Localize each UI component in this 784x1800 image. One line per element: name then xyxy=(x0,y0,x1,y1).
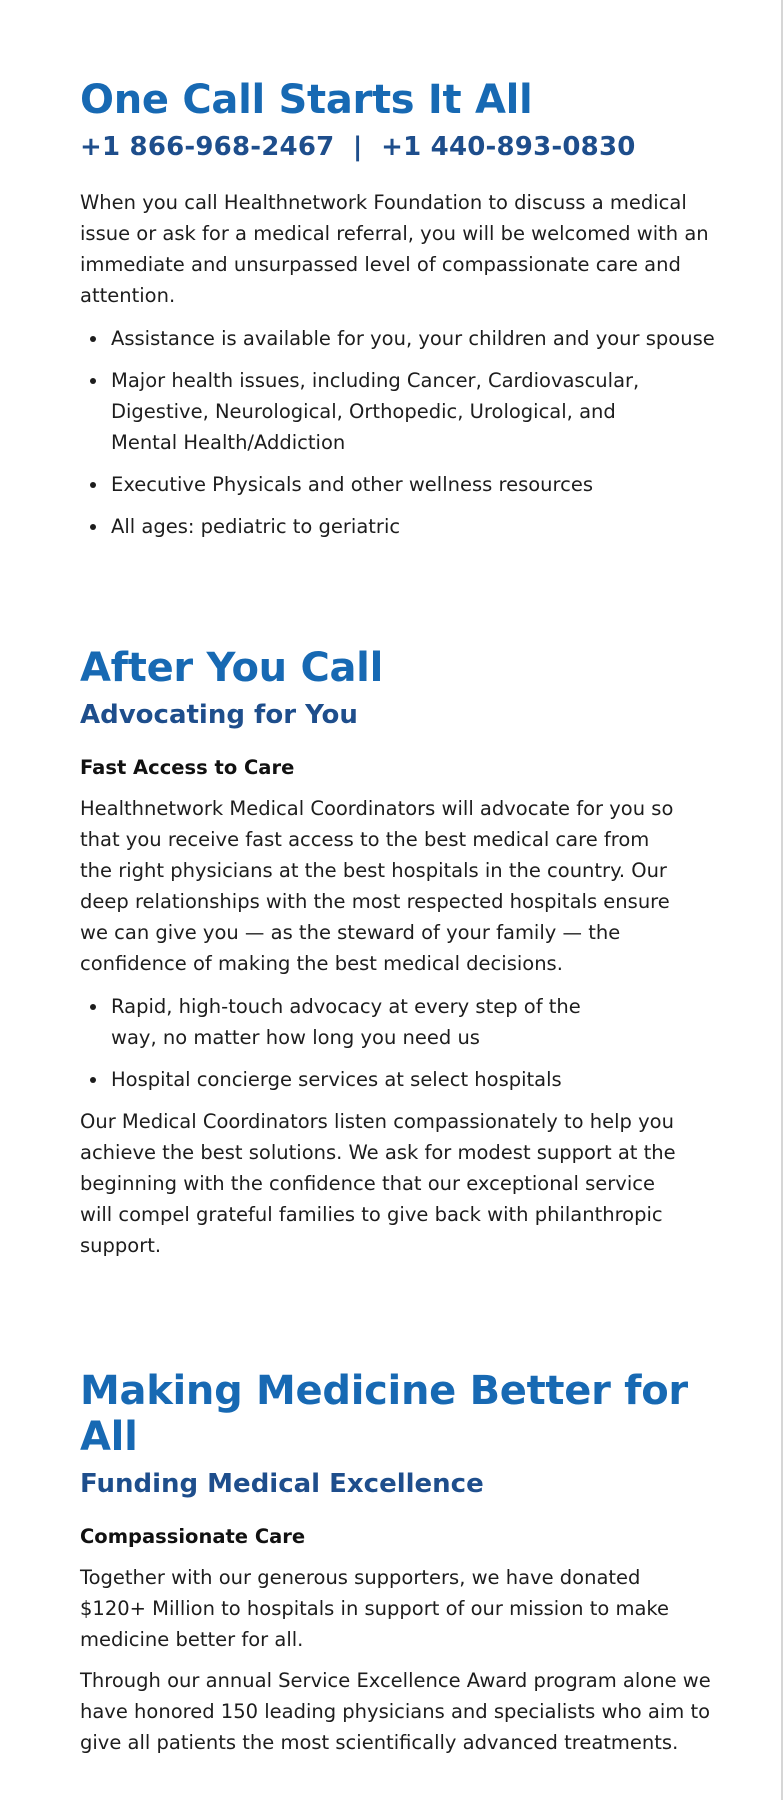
paragraph: Through our annual Service Excellence Award program alone we have honored 150 leading physicians and specialists who aim to give all patients the most scientifically advanced treatments. xyxy=(80,1669,711,1754)
list-item: Executive Physicals and other wellness resources xyxy=(80,469,720,500)
section-after-you-call xyxy=(80,645,720,1261)
section-title: One Call Starts It All xyxy=(80,77,533,123)
list-item: Assistance is available for you, your children and your spouse xyxy=(80,323,720,354)
section-subtitle: Advocating for You xyxy=(80,700,358,730)
section-heading: Fast Access to Care xyxy=(80,756,295,779)
section-subtitle: Funding Medical Excellence xyxy=(80,1469,484,1499)
paragraph: Together with our generous supporters, we have donated $120+ Million to hospitals in support of our mission to make medicine better for all. xyxy=(80,1566,670,1651)
paragraph: Healthnetwork Medical Coordinators will advocate for you so that you receive fast access to the best medical care from the right physicians at the best hospitals in the country. Our deep relationships with the most respected hospitals ensure we can give you — as the steward of your family — the confidence of making the best medical decisions. xyxy=(80,797,674,975)
list-item: Hospital concierge services at select hospitals xyxy=(80,1064,720,1095)
section-title: After You Call xyxy=(80,645,384,691)
list-item: Rapid, high-touch advocacy at every step of the way, no matter how long you need us xyxy=(80,991,600,1053)
page-edge-divider xyxy=(781,0,783,1800)
section-heading: Compassionate Care xyxy=(80,1525,306,1548)
section-one-call xyxy=(80,77,720,553)
intro-paragraph: When you call Healthnetwork Foundation to discuss a medical issue or ask for a medical referral, you will be welcomed with an immediate and unsurpassed level of compassionate care and attention. xyxy=(80,191,709,307)
list-item: All ages: pediatric to geriatric xyxy=(80,511,720,542)
paragraph: Our Medical Coordinators listen compassionately to help you achieve the best solutions. We ask for modest support at the beginning with the confidence that our exceptional service will compel grateful families to give back with philanthropic support. xyxy=(80,1110,676,1257)
section-title: Making Medicine Better for All xyxy=(80,1368,688,1460)
advocacy-list xyxy=(80,991,720,1095)
section-making-medicine-better xyxy=(80,1368,720,1758)
phone-numbers[interactable]: +1 866-968-2467 | +1 440-893-0830 xyxy=(80,132,636,162)
list-item: Major health issues, including Cancer, Cardiovascular, Digestive, Neurological, Orthopedic, Urological, and Mental Health/Addiction xyxy=(80,365,640,458)
services-list xyxy=(80,323,720,542)
